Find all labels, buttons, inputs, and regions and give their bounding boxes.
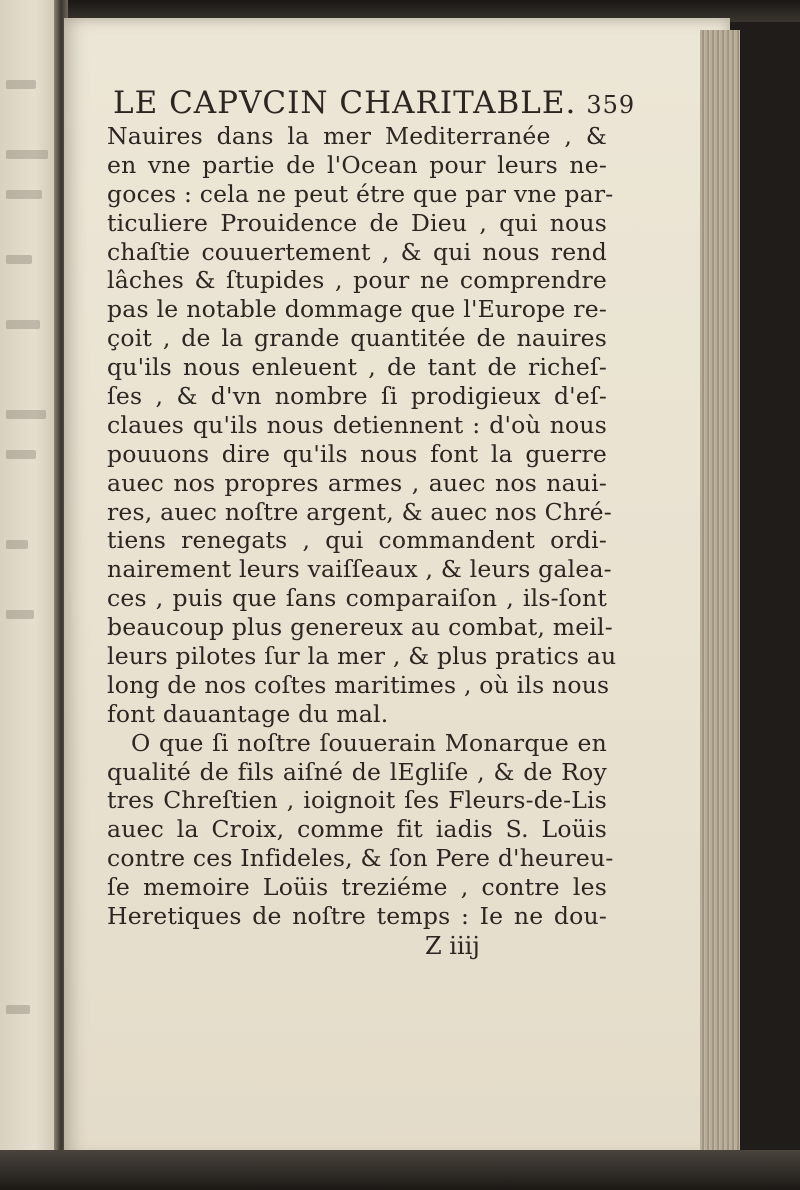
text-line: beaucoup plus genereux au combat, meil-: [107, 613, 613, 642]
page-fore-edge: [700, 30, 740, 1170]
show-through-mark: [6, 320, 40, 329]
page-text: [107, 85, 636, 961]
show-through-mark: [6, 190, 42, 199]
text-line: auec nos propres armes , auec nos naui-: [107, 468, 607, 497]
text-line: çoit , de la grande quantitée de nauires: [107, 324, 607, 353]
page-number: 359: [586, 91, 636, 119]
text-line: contre ces Infideles, & ſon Pere d'heureu-: [107, 844, 614, 873]
text-line: pas le notable dommage que l'Europe re-: [107, 295, 607, 324]
paragraph-end-line: font dauantage du mal.: [107, 699, 389, 728]
running-head-title: LE CAPVCIN CHARITABLE.: [113, 85, 577, 121]
signature-mark: Z iiij: [425, 931, 480, 960]
show-through-mark: [6, 150, 48, 159]
text-line: tres Chreſtien , ioignoit ſes Fleurs-de-Lis: [107, 786, 607, 815]
text-line: auec la Croix, comme fit iadis S. Loüis: [107, 815, 607, 844]
text-line: lâches & ſtupides , pour ne comprendre: [107, 266, 607, 295]
show-through-mark: [6, 410, 46, 419]
text-line: tiens renegats , qui commandent ordi-: [107, 526, 607, 555]
paragraph-start-line: O que ſi noſtre ſouuerain Monarque en: [131, 728, 607, 757]
text-line: nairement leurs vaiſſeaux , & leurs galea-: [107, 555, 612, 584]
text-line: res, auec noſtre argent, & auec nos Chré-: [107, 497, 612, 526]
show-through-mark: [6, 450, 36, 459]
text-line: long de nos coſtes maritimes , où ils nous: [107, 670, 610, 699]
show-through-mark: [6, 1005, 30, 1014]
text-line: ticuliere Prouidence de Dieu , qui nous: [107, 208, 607, 237]
text-line: leurs pilotes ſur la mer , & plus pratics au: [107, 642, 617, 671]
previous-page-edge: [0, 0, 58, 1170]
show-through-mark: [6, 255, 32, 264]
text-line: qu'ils nous enleuent , de tant de richeſ-: [107, 353, 607, 382]
text-line: qualité de fils aiſné de lEgliſe , & de Roy: [107, 757, 607, 786]
show-through-mark: [6, 540, 28, 549]
running-head: [113, 85, 636, 121]
body-text: [107, 122, 617, 931]
text-line: ſe memoire Loüis treziéme , contre les: [107, 873, 607, 902]
text-line: ces , puis que ſans comparaiſon , ils-ſont: [107, 584, 607, 613]
text-line: goces : cela ne peut étre que par vne par-: [107, 179, 614, 208]
text-line: ſes , & d'vn nombre ſi prodigieux d'eſ-: [107, 382, 607, 411]
text-line: Nauires dans la mer Mediterranée , &: [107, 122, 607, 150]
scan-bottom-shadow: [0, 1150, 800, 1190]
text-line: chaſtie couuertement , & qui nous rend: [107, 237, 607, 266]
show-through-mark: [6, 80, 36, 89]
text-line: claues qu'ils nous detiennent : d'où nous: [107, 410, 607, 439]
text-line: en vne partie de l'Ocean pour leurs ne-: [107, 150, 607, 179]
text-line: pouuons dire qu'ils nous font la guerre: [107, 439, 607, 468]
text-line: Heretiques de noſtre temps : Ie ne dou-: [107, 902, 607, 931]
show-through-mark: [6, 610, 34, 619]
